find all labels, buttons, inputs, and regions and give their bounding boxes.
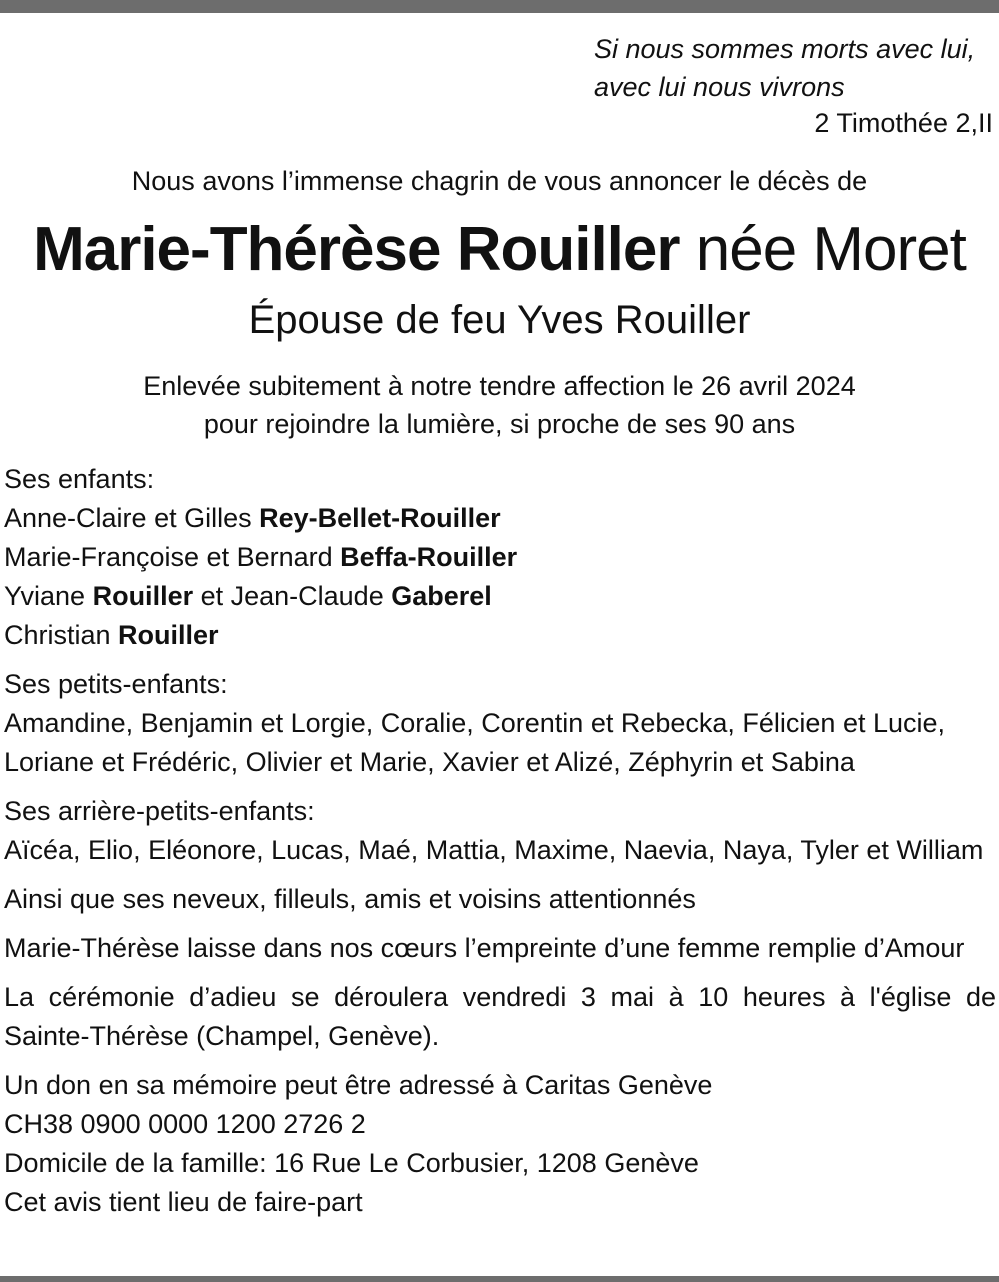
donation-section	[4, 1066, 996, 1222]
child-surname: Beffa-Rouiller	[340, 542, 518, 572]
grandchildren-line-1: Amandine, Benjamin et Lorgie, Coralie, Corentin et Rebecka, Félicien et Lucie,	[4, 708, 946, 738]
child-row	[4, 538, 996, 577]
verse-line-2: avec lui nous vivrons	[594, 72, 845, 102]
ceremony-text: La cérémonie d’adieu se déroulera vendredi 3 mai à 10 heures à l'église de Sainte-Thérèse (Champel, Genève).	[4, 982, 996, 1051]
verse-reference: 2 Timothée 2,II	[814, 108, 993, 138]
top-rule	[0, 0, 999, 13]
spouse-line: Épouse de feu Yves Rouiller	[248, 298, 751, 342]
child-surname: Rouiller	[118, 620, 219, 650]
verse-line-1: Si nous sommes morts avec lui,	[594, 34, 976, 64]
tribute-line-2: pour rejoindre la lumière, si proche de ses 90 ans	[203, 409, 796, 439]
legacy-section	[4, 929, 996, 968]
child-surname: Rey-Bellet-Rouiller	[259, 503, 501, 533]
children-section	[4, 460, 996, 655]
child-row	[4, 499, 996, 538]
bottom-rule	[0, 1276, 999, 1282]
child-given-names: Anne-Claire et Gilles	[4, 503, 260, 533]
notice-body	[4, 460, 996, 1232]
partner-surname: Gaberel	[391, 581, 492, 611]
children-heading: Ses enfants:	[4, 464, 155, 494]
announcement-intro: Nous avons l’immense chagrin de vous annoncer le décès de	[131, 166, 868, 196]
grandchildren-line-2: Loriane et Frédéric, Olivier et Marie, Xavier et Alizé, Zéphyrin et Sabina	[4, 747, 855, 777]
child-row	[4, 616, 996, 655]
family-address: Domicile de la famille: 16 Rue Le Corbusier, 1208 Genève	[4, 1148, 699, 1178]
great-grandchildren-section	[4, 792, 996, 870]
maiden-name: née Moret	[679, 215, 966, 284]
great-grandchildren-heading: Ses arrière-petits-enfants:	[4, 796, 315, 826]
child-given-names: Christian	[4, 620, 119, 650]
great-grandchildren-names: Aïcéa, Elio, Eléonore, Lucas, Maé, Mattia, Maxime, Naevia, Naya, Tyler et William	[4, 835, 984, 865]
iban-number: CH38 0900 0000 1200 2726 2	[4, 1109, 366, 1139]
grandchildren-heading: Ses petits-enfants:	[4, 669, 228, 699]
grandchildren-section	[4, 665, 996, 782]
others-section	[4, 880, 996, 919]
child-given-names: Yviane	[4, 581, 93, 611]
legacy-text: Marie-Thérèse laisse dans nos cœurs l’empreinte d’une femme remplie d’Amour	[4, 933, 965, 963]
child-given-names: Marie-Françoise et Bernard	[4, 542, 341, 572]
others-text: Ainsi que ses neveux, filleuls, amis et voisins attentionnés	[4, 884, 696, 914]
bible-verse	[594, 30, 975, 106]
ceremony-section	[4, 978, 996, 1056]
deceased-name-bold: Marie-Thérèse Rouiller	[33, 215, 680, 284]
deceased-name	[0, 212, 999, 288]
tribute	[0, 367, 999, 443]
child-row	[4, 577, 996, 616]
child-surname: Rouiller	[92, 581, 194, 611]
tribute-line-1: Enlevée subitement à notre tendre affection le 26 avril 2024	[143, 371, 856, 401]
donation-text: Un don en sa mémoire peut être adressé à Caritas Genève	[4, 1070, 713, 1100]
notice-statement: Cet avis tient lieu de faire-part	[4, 1187, 363, 1217]
partner-given-names: et Jean-Claude	[193, 581, 392, 611]
